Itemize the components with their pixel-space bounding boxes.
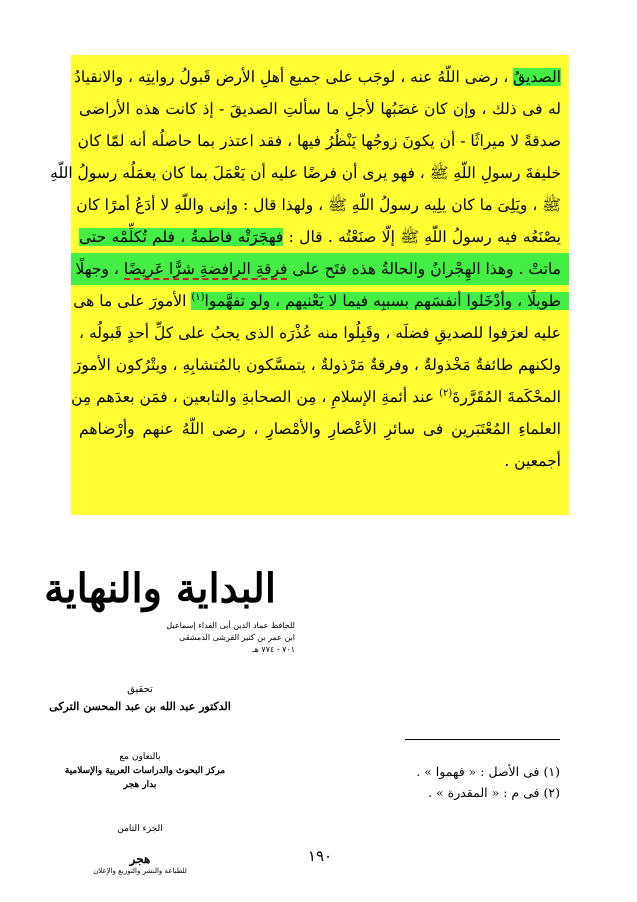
publisher-subtitle: للطباعة والنشر والتوزيع والإعلان [93,867,187,875]
research-center-line-2: بدار هجر [123,780,157,790]
footnote-ref-1: (١) [191,291,205,303]
highlight-green: طويلًا ، وأدْخَلوا أنفسَهم بسببِه فيما لا يَعْنيهم ، ولو تفهَّموا$^{(١)}$ [191,292,569,310]
red-dashed-underline: فرقةِ الرافضةِ شرًّا عَريضًا [123,260,288,278]
text-line-5: ﷺ ، ويَلِىَ ما كان يلِيه رسولُ اللّهِ ﷺ ، ولهذا قال : وإنى واللّهِ لا أدَعُ أمرًا كان [76,196,561,214]
footnote-divider [405,739,560,740]
page-number: ١٩٠ [307,847,333,865]
cooperation-label: بالتعاون مع [119,752,161,762]
footnote-2: (٢) فى م : « المقدرة » . [428,785,560,800]
text-line-9: عليه لعرَفوا للصديقِ فضلَه ، وقَبِلُوا منه عُذْرَه الذى يجبُ على كلِّ أحدٍ قَبولُه ، [79,324,561,342]
text-line-13: أجمعين . [504,452,561,470]
highlighted-passage [50,55,569,515]
tahqiq-label: تحقيق [127,684,153,695]
text-line-8: طويلًا ، وأدْخَلوا أنفسَهم بسببِه فيما لا يَعْنيهم ، ولو تفهَّموا$^{(١)}$ الأمورَ على ما هى [79,285,561,317]
author-line-1: للحافظ عماد الدين أبى الفداء إسماعيل [166,621,295,630]
text-line-10: ولكنهم طائفةٌ مَخْذولةٌ ، وفرقةٌ مَرْذولةٌ ، يتمسَّكون بالمُتشابِهِ ، ويتْرُكون الأمورَ [73,356,561,374]
text-line-1: الصديقُ ، رضى اللّهُ عنه ، لوجَب على جميع أهلِ الأرض قَبولُ روايتِه ، والانقيادُ [73,68,561,86]
text-line-2: له فى ذلك ، وإن كان غضَبُها لأجلِ ما سألتِ الصديقَ - إذ كانت هذه الأراضى [79,100,561,118]
editor-name: الدكتور عبد الله بن عبد المحسن التركى [49,700,231,713]
footnote-ref-2: (٢) [439,387,453,399]
text-line-7: ماتتْ . وهذا الهِجْرانُ والحالةُ هذه فتَح على فرقةِ الرافضةِ شرًّا عَريضًا ، وجهلًا [71,253,569,285]
text-line-12: العلماءِ المُعْتَبَرين فى سائرِ الأعْصارِ والأمْصارِ ، رضى اللّهُ عنهم وأرْضاهم [79,420,561,438]
highlight-green: الصديقُ [513,68,561,86]
footnote-1: (١) فى الأصل : « فهموا » . [416,764,560,779]
text-line-6: يصْنَعُه فيه رسولُ اللّهِ ﷺ إلّا صنَعْتُه . قال : فهجَرَتْه فاطمةُ ، فلم تُكلِّمْه حتى [79,228,561,246]
author-line-2: ابن عمر بن كثير القرشى الدمشقى [179,633,295,642]
highlight-green: فهجَرَتْه فاطمةُ ، فلم تُكلِّمْه حتى [79,228,284,246]
text-line-4: خليفةَ رسولِ اللّهِ ﷺ ، فهو يرى أن فرضًا عليه أن يَعْمَلَ بما كان يعمَلُه رسولُ اللّهِ [50,164,561,182]
research-center-line-1: مركز البحوث والدراسات العربية والإسلامية [64,766,226,776]
text-line-3: صدقةً لا ميراثًا - أن يكونَ زوجُها يَنْظُرُ فيها ، فقد اعتذر بما حاصلُه أنه لمّا كان [77,132,561,150]
text-line-11: المحْكَمةَ المُقَرَّرةَ$^{(٢)}$ عند أئمةِ الإسلامِ ، مِن الصحابةِ والتابعين ، فمَن بعدَهم مِن [71,387,561,406]
volume-label: الجزء الثامن [117,824,163,834]
publisher-logo: هجر [129,852,151,866]
book-title-logo: البداية والنهاية [44,565,276,612]
author-dates: ٧٠١ - ٧٧٤ هـ [252,645,295,654]
